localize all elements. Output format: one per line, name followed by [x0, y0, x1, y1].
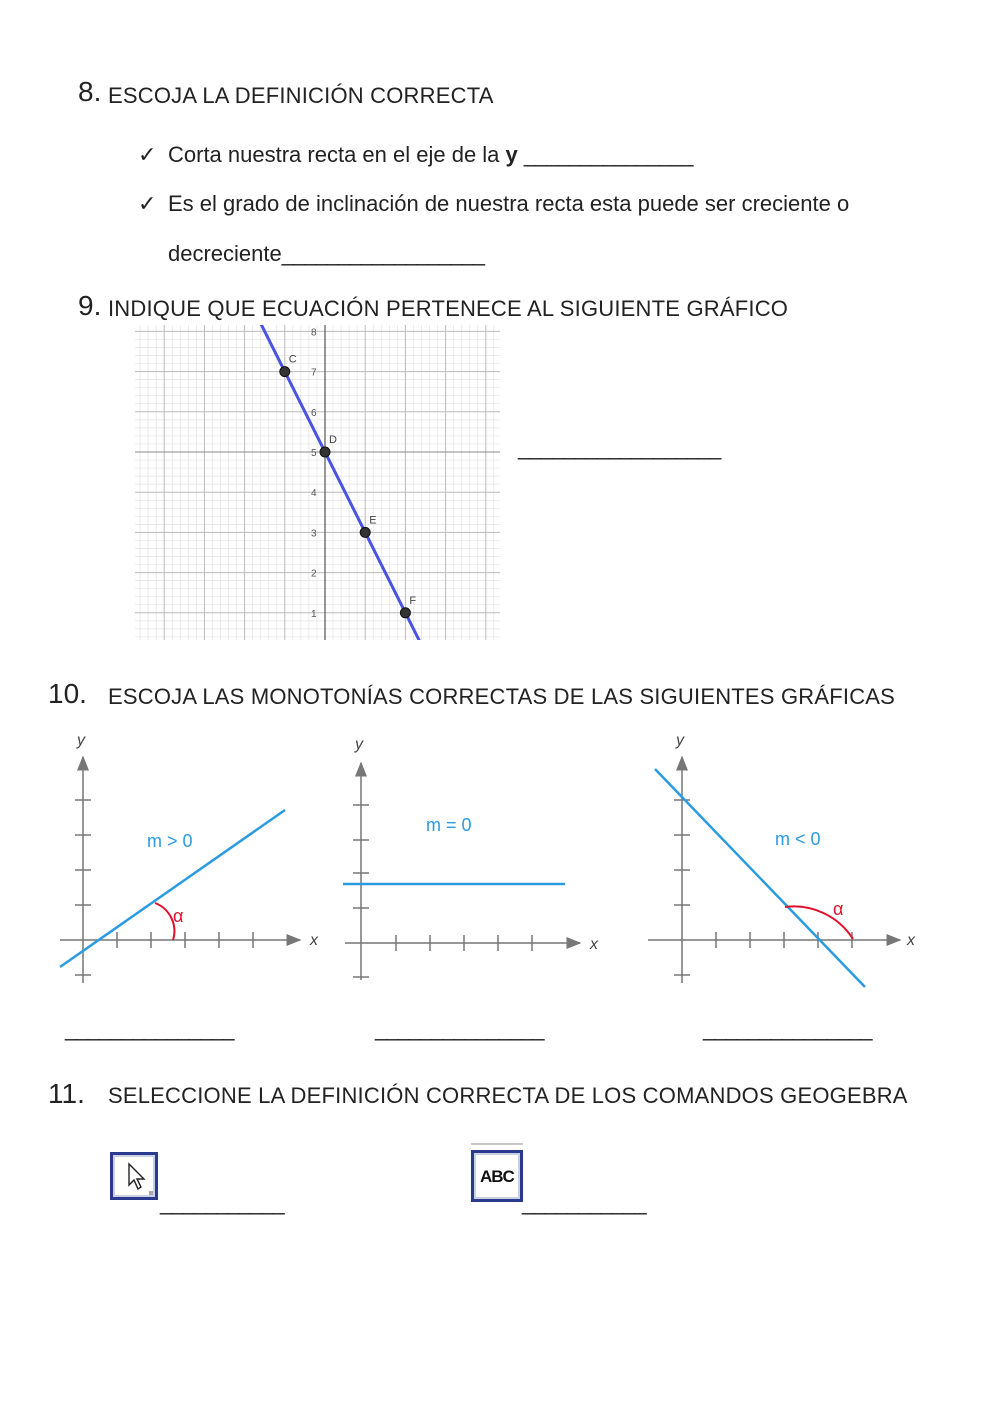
negative-slope-line: [655, 769, 865, 987]
q8-option-1-blank[interactable]: _______________: [523, 142, 693, 167]
q9-answer-blank[interactable]: __________________: [518, 435, 721, 460]
q9-y-tick-label: 4: [311, 488, 317, 500]
graph-negative-slope: [645, 725, 925, 995]
q10-blank-3[interactable]: _______________: [703, 1016, 872, 1041]
q9-y-tick-label: 7: [311, 367, 317, 379]
slope-label: m > 0: [147, 831, 193, 851]
question-10-title: ESCOJA LAS MONOTONÍAS CORRECTAS DE LAS SIGUIENTES GRÁFICAS: [108, 684, 896, 709]
y-axis-label: y: [355, 736, 363, 753]
q8-option-2-blank[interactable]: __________________: [281, 241, 484, 266]
graph-zero-slope: [340, 725, 620, 995]
q10-blank-2[interactable]: _______________: [375, 1016, 544, 1041]
q9-y-tick-label: 6: [311, 407, 317, 419]
q11-blank-2[interactable]: ___________: [522, 1190, 646, 1215]
checkmark-icon: ✓: [138, 191, 157, 216]
graph-positive-slope: [55, 725, 335, 995]
question-8-title: ESCOJA LA DEFINICIÓN CORRECTA: [108, 83, 494, 108]
q9-point-label: C: [288, 353, 297, 366]
q9-y-tick-label: 3: [311, 528, 317, 540]
q9-point-label: D: [329, 434, 337, 446]
geogebra-move-tool[interactable]: [110, 1152, 158, 1200]
text-abc-icon: ABC: [480, 1167, 514, 1186]
q9-y-tick-label: 1: [311, 608, 317, 620]
x-axis-label: x: [310, 932, 318, 949]
y-axis-label: y: [77, 732, 85, 749]
angle-arc: [155, 903, 174, 940]
q11-blank-1[interactable]: ___________: [160, 1190, 284, 1215]
slope-label: m < 0: [775, 829, 821, 849]
x-axis-label: x: [907, 932, 915, 949]
q9-y-tick-labels: [311, 327, 317, 619]
q8-option-2-line2: [168, 241, 484, 267]
q9-y-tick-label: 8: [311, 327, 317, 339]
question-11-number: 11.: [48, 1078, 85, 1109]
question-10-number: 10.: [48, 678, 87, 709]
q8-option-2[interactable]: [138, 191, 849, 217]
geogebra-text-tool[interactable]: [471, 1150, 523, 1202]
angle-label: α: [173, 906, 184, 926]
q9-point-f: [400, 608, 410, 618]
q9-points: [280, 354, 417, 618]
q10-blank-1[interactable]: _______________: [65, 1016, 234, 1041]
slope-label: m = 0: [426, 815, 472, 835]
q8-option-2-line2-text: decreciente: [168, 241, 282, 266]
q9-grid: [135, 325, 500, 640]
q9-y-tick-label: 2: [311, 568, 317, 580]
cursor-arrow-icon: [113, 1155, 155, 1197]
q8-option-1-text: Corta nuestra recta en el eje de la: [168, 142, 506, 167]
q8-option-2-text: Es el grado de inclinación de nuestra recta esta puede ser creciente o: [168, 191, 850, 216]
tool-divider: [471, 1143, 523, 1145]
y-axis-label: y: [676, 732, 684, 749]
question-11-title: SELECCIONE LA DEFINICIÓN CORRECTA DE LOS COMANDOS GEOGEBRA: [108, 1083, 908, 1108]
q9-line-graph: [135, 325, 500, 640]
q9-point-label: F: [409, 594, 417, 607]
x-axis-label: x: [590, 936, 598, 953]
q9-y-tick-label: 5: [311, 448, 317, 459]
question-9-title: INDIQUE QUE ECUACIÓN PERTENECE AL SIGUIENTE GRÁFICO: [108, 296, 789, 321]
angle-label: α: [833, 899, 844, 919]
q9-point-e: [360, 527, 370, 537]
q9-point-label: E: [369, 514, 377, 527]
q8-option-1[interactable]: [138, 142, 692, 168]
q8-option-1-bold: y: [505, 142, 518, 167]
q9-point-c: [280, 367, 290, 377]
question-8-number: 8.: [78, 76, 102, 107]
q9-point-d: [320, 447, 330, 457]
checkmark-icon: ✓: [138, 142, 157, 167]
question-9-number: 9.: [78, 290, 102, 321]
